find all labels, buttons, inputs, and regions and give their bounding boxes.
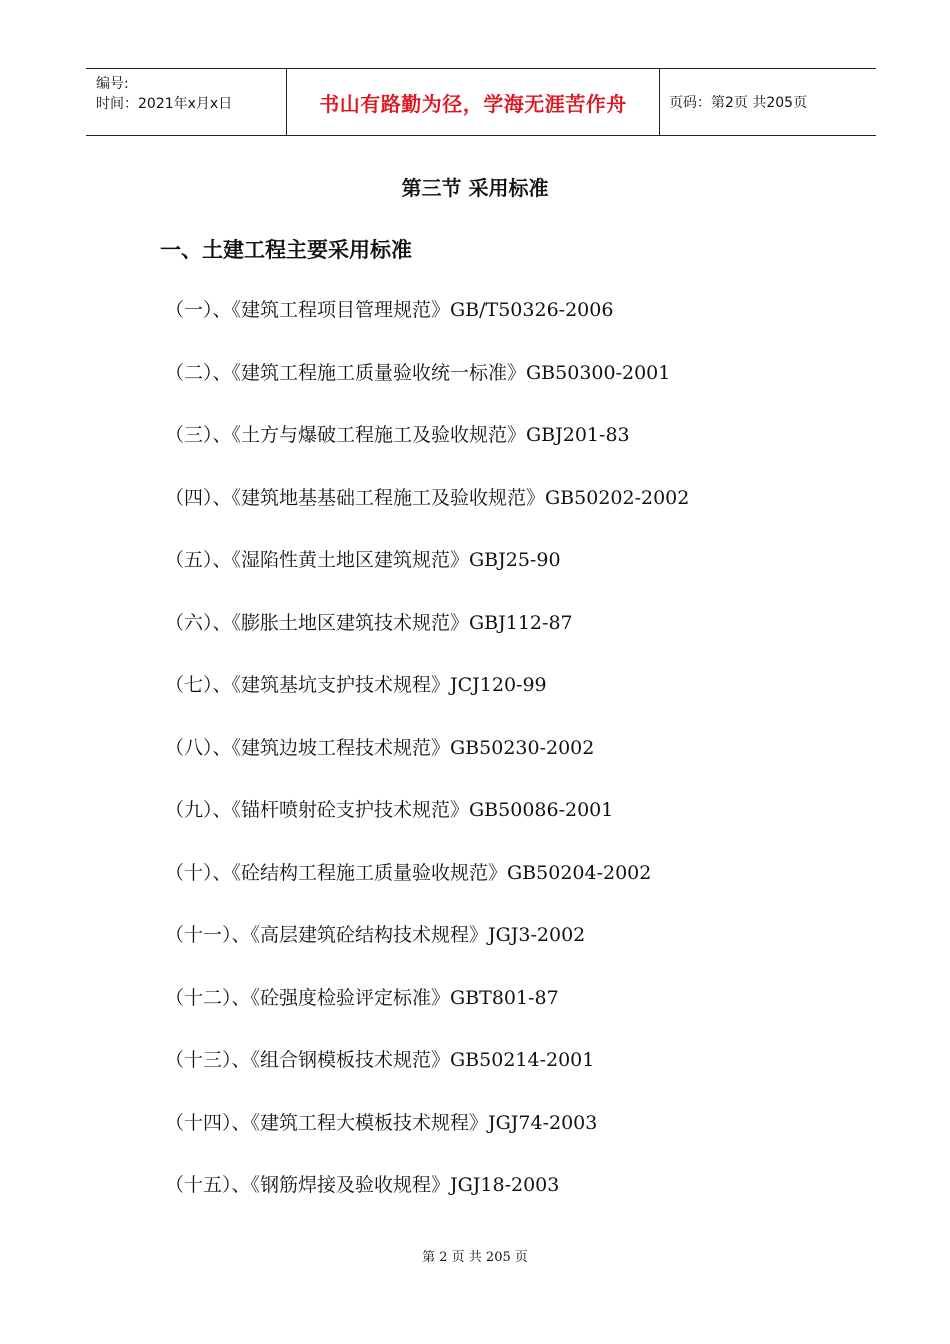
standard-item: （七）、《建筑基坑支护技术规程》JCJ120-99: [165, 674, 547, 696]
standards-list: [165, 296, 689, 1234]
doc-number-label: 编号:: [96, 76, 129, 92]
standard-item: （六）、《膨胀土地区建筑技术规范》GBJ112-87: [165, 611, 573, 634]
page-footer: 第 2 页 共 205 页: [422, 1250, 528, 1265]
header-right-cell: [660, 69, 876, 135]
motto-text: 书山有路勤为径，学海无涯苦作舟: [319, 91, 627, 116]
section-title: 第三节 采用标准: [401, 176, 549, 200]
header-left-cell: [86, 69, 287, 135]
standard-item: （三）、《土方与爆破工程施工及验收规范》GBJ201-83: [165, 424, 630, 446]
standard-item: （十四）、《建筑工程大模板技术规程》JGJ74-2003: [165, 1111, 598, 1134]
header-middle-cell: [287, 69, 660, 135]
standard-item: （十五）、《钢筋焊接及验收规程》JGJ18-2003: [165, 1174, 560, 1196]
standard-item: （五）、《湿陷性黄土地区建筑规范》GBJ25-90: [165, 549, 561, 571]
doc-time-label: 时间：2021年x月x日: [96, 96, 233, 112]
standard-item: （八）、《建筑边坡工程技术规范》GB50230-2002: [165, 736, 595, 759]
standard-item: （十二）、《砼强度检验评定标准》GBT801-87: [165, 986, 559, 1009]
standard-item: （十）、《砼结构工程施工质量验收规范》GB50204-2002: [165, 861, 652, 884]
heading-civil-standards: 一、土建工程主要采用标准: [160, 238, 412, 262]
standard-item: （一）、《建筑工程项目管理规范》GB/T50326-2006: [165, 299, 614, 321]
header-table: [86, 68, 876, 136]
standard-item: （二）、《建筑工程施工质量验收统一标准》GB50300-2001: [165, 361, 671, 384]
standard-item: （十三）、《组合钢模板技术规范》GB50214-2001: [165, 1049, 595, 1071]
standard-item: （四）、《建筑地基基础工程施工及验收规范》GB50202-2002: [165, 486, 690, 509]
standard-item: （十一）、《高层建筑砼结构技术规程》JGJ3-2002: [165, 924, 586, 946]
standard-item: （九）、《锚杆喷射砼支护技术规范》GB50086-2001: [165, 799, 614, 821]
page-info: 页码：第2页 共205页: [669, 95, 808, 111]
